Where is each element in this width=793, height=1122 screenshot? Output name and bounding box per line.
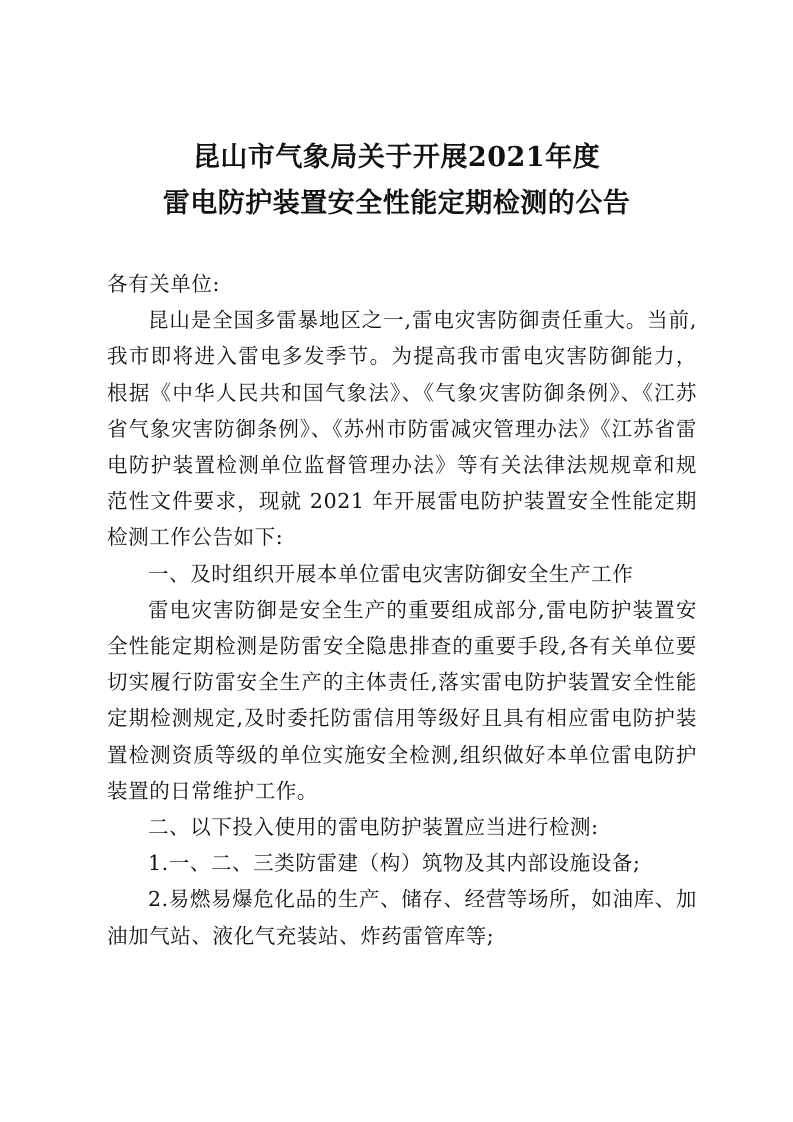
document-title-line-2: 雷电防护装置安全性能定期检测的公告 [162, 188, 631, 219]
list-item-1: 1.一、二、三类防雷建（构）筑物及其内部设施设备; [148, 851, 641, 876]
section-heading-1: 一、及时组织开展本单位雷电灾害防御安全生产工作 [148, 561, 634, 586]
salutation: 各有关单位: [107, 272, 221, 296]
section-1-paragraph: 雷电灾害防御是安全生产的重要组成部分,雷电防护装置安全性能定期检测是防雷安全隐患排查的重要手段,各有关单位要切实履行防雷安全生产的主体责任,落实雷电防护装置安全性能定期检测规定,及时委托防雷信用等级好且具有相应雷电防护装置检测资质等级的单位实施安全检测,组织做好本单位雷电防护装置的日常维护工作。 [107, 597, 697, 803]
section-heading-2: 二、以下投入使用的雷电防护装置应当进行检测: [148, 815, 599, 840]
document-title-line-1: 昆山市气象局关于开展2021年度 [192, 142, 601, 173]
list-item-2: 2.易燃易爆危化品的生产、储存、经营等场所，如油库、加油加气站、液化气充装站、炸药雷管库等; [107, 887, 697, 948]
document-body [107, 266, 697, 954]
intro-paragraph: 昆山是全国多雷暴地区之一,雷电灾害防御责任重大。当前,我市即将进入雷电多发季节。为提高我市雷电灾害防御能力，根据《中华人民共和国气象法》、《气象灾害防御条例》、《江苏省气象灾害防御条例》、《苏州市防雷减灾管理办法》《江苏省雷电防护装置检测单位监督管理办法》等有关法律法规规章和规范性文件要求，现就 2021 年开展雷电防护装置安全性能定期检测工作公告如下: [107, 308, 697, 550]
